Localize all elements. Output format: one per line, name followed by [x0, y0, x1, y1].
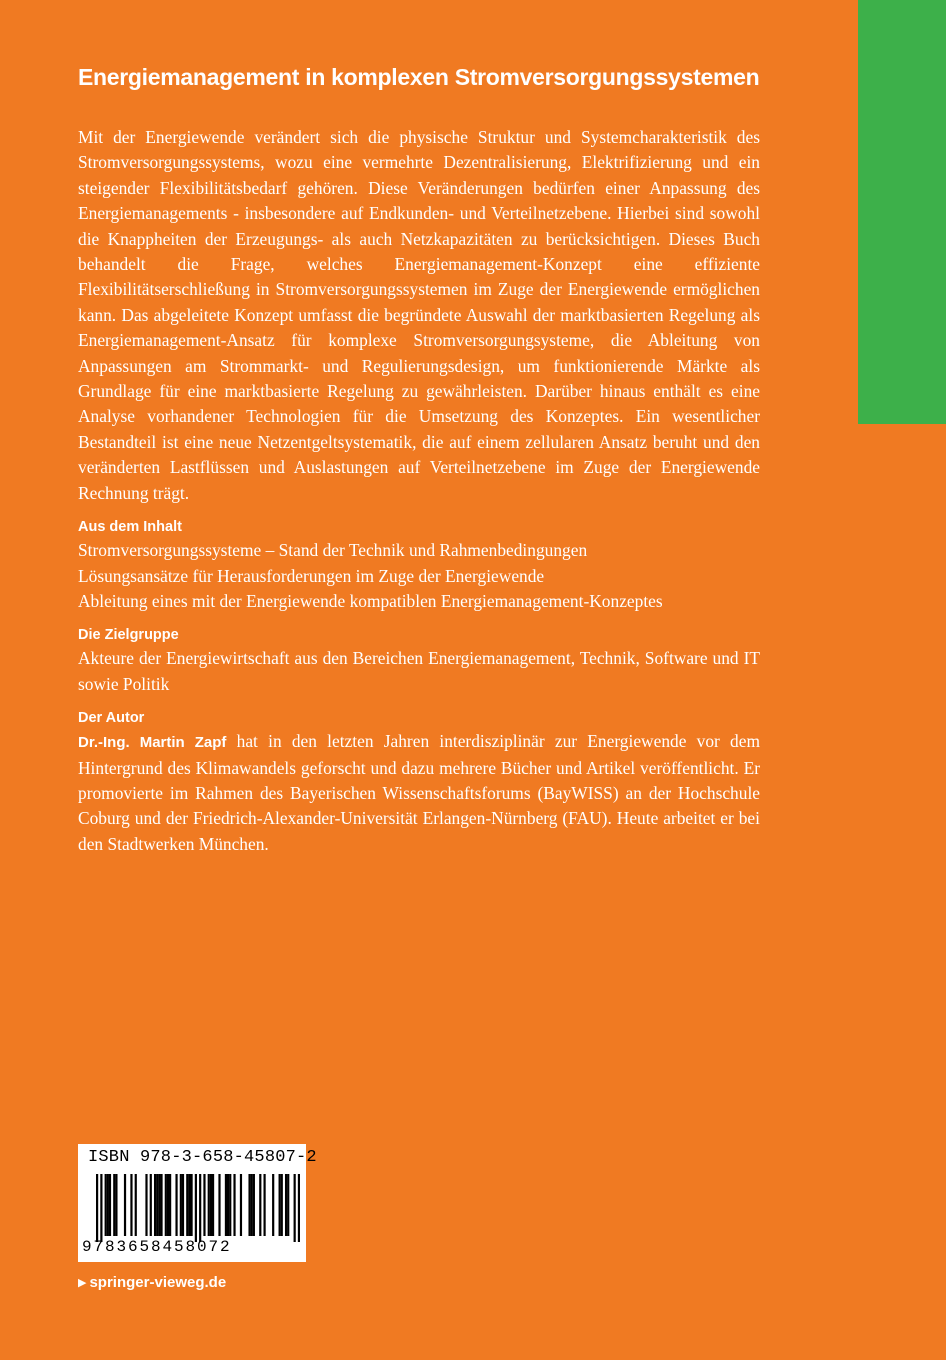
barcode-bar: [156, 1174, 158, 1236]
barcode-bar: [248, 1174, 250, 1236]
barcode-bar: [281, 1174, 283, 1236]
barcode-bar: [253, 1174, 255, 1236]
barcode-bar: [107, 1174, 109, 1236]
isbn-label: ISBN 978-3-658-45807-2: [88, 1148, 317, 1167]
barcode-bar: [199, 1174, 201, 1242]
barcode-bar: [229, 1174, 231, 1236]
audience-heading: Die Zielgruppe: [78, 627, 179, 644]
green-accent-tab: [858, 0, 946, 424]
author-bio-text: hat in den letzten Jahren interdisziplinär zur Energiewende vor dem Hintergrund des Klimawandels geforscht und dazu mehrere Bücher und Artikel veröffentlicht. Er promovierte im Rahmen des Bayerischen Wissenschaftsforums (BayWISS) an der Hochschule Coburg und der Friedrich-Alexander-Universität Erlangen-Nürnberg (FAU). Heute arbeitet er bei den Stadtwerken München.: [78, 731, 760, 854]
barcode-bar: [208, 1174, 210, 1236]
arrow-right-icon: ▶: [78, 1277, 87, 1289]
website-label: springer-vieweg.de: [89, 1274, 227, 1291]
barcode-bar: [150, 1174, 152, 1236]
barcode-bar: [186, 1174, 188, 1236]
barcode-bar: [182, 1174, 184, 1236]
back-cover-content: [78, 64, 760, 857]
barcode-bar: [96, 1174, 98, 1242]
barcode-bar: [251, 1174, 253, 1236]
barcode-bar: [195, 1174, 197, 1242]
isbn-barcode: [78, 1144, 317, 1262]
barcode-bar: [240, 1174, 242, 1236]
barcode-bar: [145, 1174, 147, 1236]
barcode-bar: [287, 1174, 289, 1236]
barcode-bar: [115, 1174, 117, 1236]
barcode-bar: [175, 1174, 177, 1236]
barcode-bar: [298, 1174, 300, 1242]
barcode-bar: [100, 1174, 102, 1242]
barcode-bar: [135, 1174, 137, 1236]
barcode-bar: [233, 1174, 235, 1236]
barcode-bar: [113, 1174, 115, 1236]
audience-text: Akteure der Energiewirtschaft aus den Bereichen Energiemanagement, Technik, Software und IT sowie Politik: [78, 648, 760, 694]
author-name: Dr.-Ing. Martin Zapf: [78, 734, 227, 752]
barcode-bars: [96, 1174, 300, 1242]
barcode-bar: [169, 1174, 171, 1236]
barcode-bar: [124, 1174, 126, 1236]
publisher-website[interactable]: [78, 1274, 226, 1291]
barcode-bar: [225, 1174, 227, 1236]
barcode-bar: [272, 1174, 274, 1236]
barcode-bar: [294, 1174, 296, 1242]
barcode-bar: [190, 1174, 192, 1236]
barcode-bar: [279, 1174, 281, 1236]
barcode-bar: [188, 1174, 190, 1236]
ean-digits: 9783658458072: [82, 1238, 232, 1256]
barcode-bar: [203, 1174, 205, 1236]
author-bio: [78, 729, 760, 857]
contents-item: Stromversorgungssysteme – Stand der Technik und Rahmenbedingungen: [78, 540, 588, 561]
barcode-bar: [218, 1174, 220, 1236]
barcode-bar: [227, 1174, 229, 1236]
barcode-bar: [130, 1174, 132, 1236]
barcode-bar: [259, 1174, 261, 1236]
barcode-bar: [210, 1174, 212, 1236]
contents-item: Ableitung eines mit der Energiewende kompatiblen Energiemanagement-Konzeptes: [78, 590, 663, 611]
author-section: [78, 707, 760, 857]
barcode-bar: [165, 1174, 167, 1236]
contents-section: [78, 516, 760, 614]
contents-heading: Aus dem Inhalt: [78, 519, 182, 536]
barcode-bar: [212, 1174, 214, 1236]
barcode-bar: [105, 1174, 107, 1236]
barcode-bar: [285, 1174, 287, 1236]
barcode-bar: [167, 1174, 169, 1236]
barcode-bar: [160, 1174, 162, 1236]
barcode-bar: [180, 1174, 182, 1236]
book-title: Energiemanagement in komplexen Stromversorgungssystemen: [78, 64, 760, 90]
audience-section: [78, 624, 760, 697]
author-heading: Der Autor: [78, 710, 145, 727]
barcode-bar: [158, 1174, 160, 1236]
intro-paragraph: Mit der Energiewende verändert sich die physische Struktur und Systemcharakteristik des Stromversorgungssystems, wozu eine vermehrte Dezentralisierung, Elektrifizierung und ein steigender Flexibilitätsbedarf gehören. Diese Veränderungen bedürfen einer Anpassung des Energiemanagements - insbesondere auf Endkunden- und Verteilnetzebene. Hierbei sind sowohl die Knappheiten der Erzeugungs- als auch Netzkapazitäten zu berücksichtigen. Dieses Buch behandelt die Frage, welches Energiemanagement-Konzept eine effiziente Flexibilitätserschließung in Stromversorgungssystemen im Zuge der Energiewende ermöglichen kann. Das abgeleitete Konzept umfasst die begründete Auswahl der marktbasierten Regelung als Energiemanagement-Ansatz für komplexe Stromversorgungsysteme, die Ableitung von Anpassungen am Strommarkt- und Regulierungsdesign, um funktionierende Märkte als Grundlage für eine marktbasierte Regelung zu gewährleisten. Darüber hinaus enthält es eine Analyse vorhandener Technologien für die Umsetzung des Konzeptes. Ein wesentlicher Bestandteil ist eine neue Netzentgeltsystematik, die auf einem zellularen Ansatz beruht und den veränderten Lastflüssen und Auslastungen auf Verteilnetzebene im Zuge der Energiewende Rechnung trägt.: [78, 127, 760, 503]
barcode-bar: [263, 1174, 265, 1236]
barcode-bar: [154, 1174, 156, 1236]
barcode-bar: [109, 1174, 111, 1236]
contents-item: Lösungsansätze für Herausforderungen im Zuge der Energiewende: [78, 565, 545, 586]
